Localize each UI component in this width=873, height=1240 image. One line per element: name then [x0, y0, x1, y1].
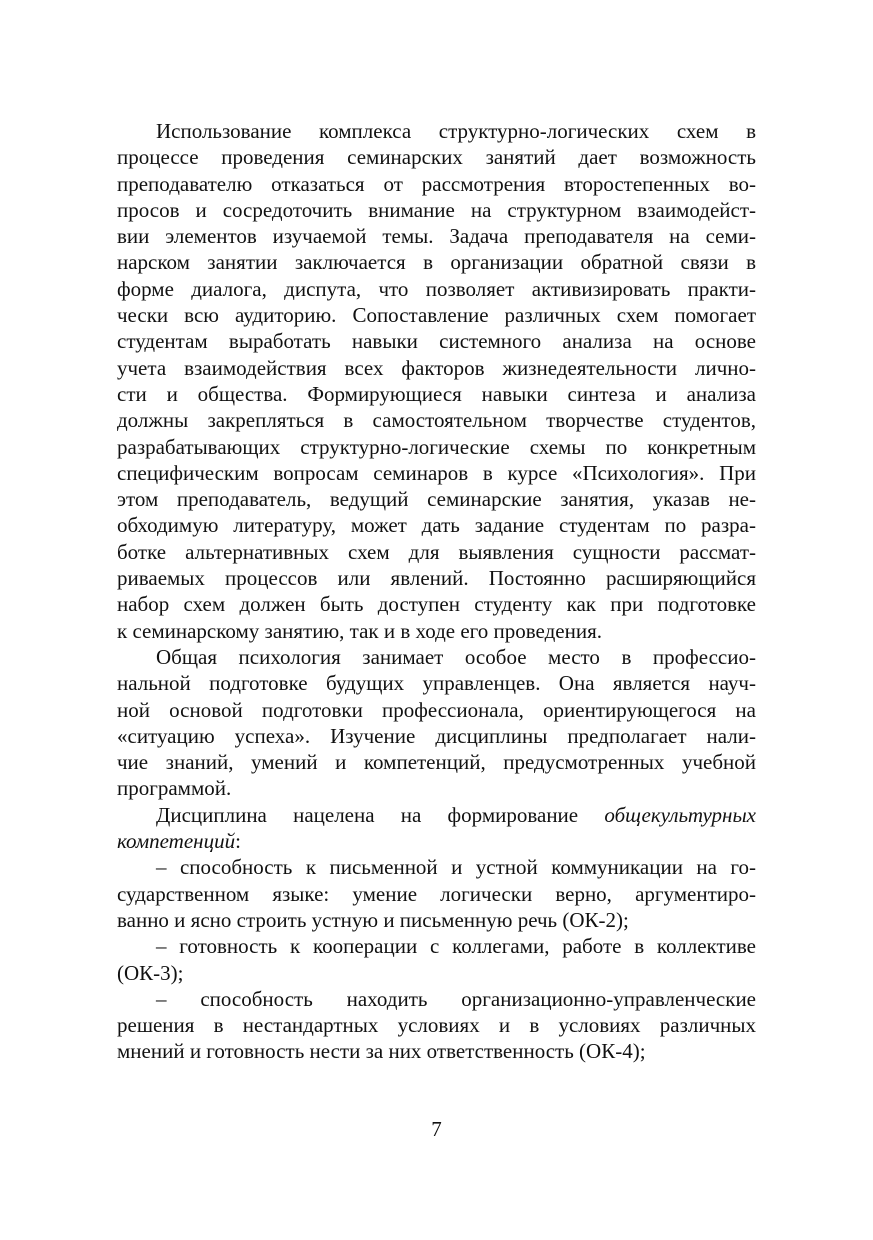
italic-term: компетенций [117, 829, 236, 854]
text-line: просов и сосредоточить внимание на структурном взаимодейст- [117, 197, 756, 222]
page-number: 7 [431, 1117, 442, 1141]
text-line: форме диалога, диспута, что позволяет активизировать практи- [117, 276, 756, 301]
text-line [117, 802, 756, 828]
text-line: Использование комплекса структурно-логических схем в [156, 119, 756, 143]
competency-item-ok2 [117, 854, 756, 933]
text-line: должны закрепляться в самостоятельном творчестве студентов, [117, 408, 756, 433]
text-line: нальной подготовке будущих управленцев. Она является науч- [117, 671, 756, 696]
text-line: – готовность к кооперации с коллегами, работе в коллективе [156, 934, 756, 959]
text-line: ванно и ясно строить устную и письменную речь (ОК-2); [117, 907, 629, 932]
italic-term: общекультурных [604, 802, 756, 827]
body-text [117, 118, 756, 1065]
text-line: чие знаний, умений и компетенций, предусмотренных учебной [117, 750, 756, 775]
paragraph-general-psychology [117, 644, 756, 802]
text-line: этом преподаватель, ведущий семинарские занятия, указав не- [117, 487, 756, 512]
text-line: программой. [117, 776, 232, 801]
text-line: преподавателю отказаться от рассмотрения второстепенных во- [117, 171, 756, 196]
text-line: решения в нестандартных условиях и в условиях различных [117, 1013, 756, 1038]
text-line: – способность к письменной и устной коммуникации на го- [156, 855, 756, 880]
text-line: ной основой подготовки профессионала, ориентирующегося на [117, 697, 756, 722]
text-line: чески всю аудиторию. Сопоставление различных схем помогает [117, 303, 756, 328]
text-line: (ОК-3); [117, 960, 184, 985]
text-line: Общая психология занимает особое место в профессио- [156, 644, 756, 669]
text-line: вии элементов изучаемой темы. Задача преподавателя на семи- [117, 224, 756, 249]
text-line: – способность находить организационно-управленческие [156, 986, 756, 1011]
text-line: мнений и готовность нести за них ответственность (ОК-4); [117, 1039, 646, 1064]
competency-item-ok3 [117, 933, 756, 986]
text-line: студентам выработать навыки системного анализа на основе [117, 329, 756, 354]
text-line: сти и общества. Формирующиеся навыки синтеза и анализа [117, 381, 756, 406]
text-line: разрабатывающих структурно-логические схемы по конкретным [117, 434, 756, 459]
text-line: учета взаимодействия всех факторов жизнедеятельности лично- [117, 355, 756, 380]
paragraph-competencies-intro [117, 802, 756, 855]
text-line: к семинарскому занятию, так и в ходе его проведения. [117, 618, 602, 643]
text-line: специфическим вопросам семинаров в курсе «Психология». При [117, 460, 756, 485]
text-line [117, 828, 756, 854]
paragraph-seminar-schemes [117, 118, 756, 644]
text-line: ботке альтернативных схем для выявления сущности рассмат- [117, 539, 756, 564]
text-line: набор схем должен быть доступен студенту как при подготовке [117, 592, 756, 617]
text-line: риваемых процессов или явлений. Постоянно расширяющийся [117, 566, 756, 591]
text-line: «ситуацию успеха». Изучение дисциплины предполагает нали- [117, 723, 756, 748]
competency-item-ok4 [117, 986, 756, 1065]
text-line: обходимую литературу, может дать задание студентам по разра- [117, 513, 756, 538]
text-run: Дисциплина нацелена на формирование [156, 802, 605, 827]
text-line: процессе проведения семинарских занятий дает возможность [117, 145, 756, 170]
text-run: : [235, 829, 241, 854]
text-line: нарском занятии заключается в организации обратной связи в [117, 250, 756, 275]
text-line: сударственном языке: умение логически верно, аргументиро- [117, 881, 756, 906]
